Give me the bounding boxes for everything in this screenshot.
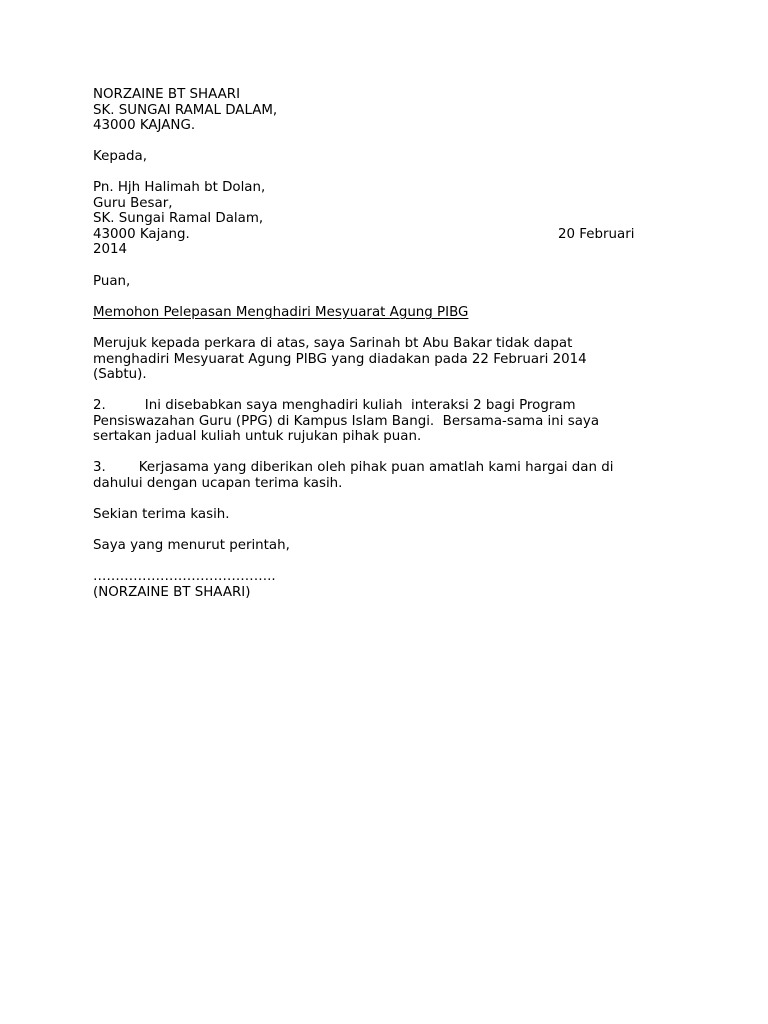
paragraph-1 — [93, 336, 653, 383]
signature-block — [93, 569, 653, 600]
paragraph-2 — [93, 398, 653, 445]
sign-off-text: Saya yang menurut perintah, — [93, 538, 290, 553]
recipient-name: Pn. Hjh Halimah bt Dolan, — [93, 180, 266, 195]
sender-postcode-city: 43000 KAJANG. — [93, 118, 196, 134]
to-label-block — [93, 149, 653, 165]
subject-block — [93, 305, 653, 321]
sender-address — [93, 87, 653, 134]
signature-dotted-line: ………………………………….. — [93, 569, 276, 584]
closing-text: Sekian terima kasih. — [93, 507, 230, 522]
paragraph-2-number: 2. — [93, 398, 106, 413]
paragraph-2-line-2: Pensiswazahan Guru (PPG) di Kampus Islam Bangi. Bersama-sama ini saya — [93, 413, 600, 429]
recipient-school: SK. Sungai Ramal Dalam, — [93, 211, 264, 227]
sender-school: SK. SUNGAI RAMAL DALAM, — [93, 102, 278, 118]
sign-off-block — [93, 538, 653, 554]
paragraph-1-line-3: (Sabtu). — [93, 367, 147, 383]
paragraph-3-line-1: Kerjasama yang diberikan oleh pihak puan amatlah kami hargai dan di — [138, 460, 614, 475]
letter-date-day-month: 20 Februari — [558, 226, 635, 242]
paragraph-3-line-2: dahului dengan ucapan terima kasih. — [93, 475, 343, 491]
to-label: Kepada, — [93, 149, 148, 164]
paragraph-1-line-1: Merujuk kepada perkara di atas, saya Sarinah bt Abu Bakar tidak dapat — [93, 336, 573, 351]
recipient-postcode-city: 43000 Kajang. — [93, 226, 190, 242]
paragraph-2-line-3: sertakan jadual kuliah untuk rujukan pihak puan. — [93, 429, 422, 445]
paragraph-1-line-2: menghadiri Mesyuarat Agung PIBG yang diadakan pada 22 Februari 2014 — [93, 351, 587, 367]
closing-block — [93, 507, 653, 523]
letter-date-year: 2014 — [93, 242, 128, 258]
recipient-address — [93, 180, 653, 258]
signatory-name: (NORZAINE BT SHAARI) — [93, 584, 251, 600]
paragraph-2-line-1: Ini disebabkan saya menghadiri kuliah interaksi 2 bagi Program — [144, 398, 576, 413]
recipient-city-date-row — [93, 227, 653, 243]
paragraph-3 — [93, 460, 653, 491]
greeting-block — [93, 274, 653, 290]
greeting: Puan, — [93, 274, 131, 289]
paragraph-3-number: 3. — [93, 460, 106, 475]
paragraph-3-first-line — [93, 460, 653, 476]
recipient-title: Guru Besar, — [93, 195, 173, 211]
sender-name: NORZAINE BT SHAARI — [93, 87, 241, 102]
letter-subject: Memohon Pelepasan Menghadiri Mesyuarat Agung PIBG — [93, 305, 469, 320]
paragraph-2-first-line — [93, 398, 653, 414]
